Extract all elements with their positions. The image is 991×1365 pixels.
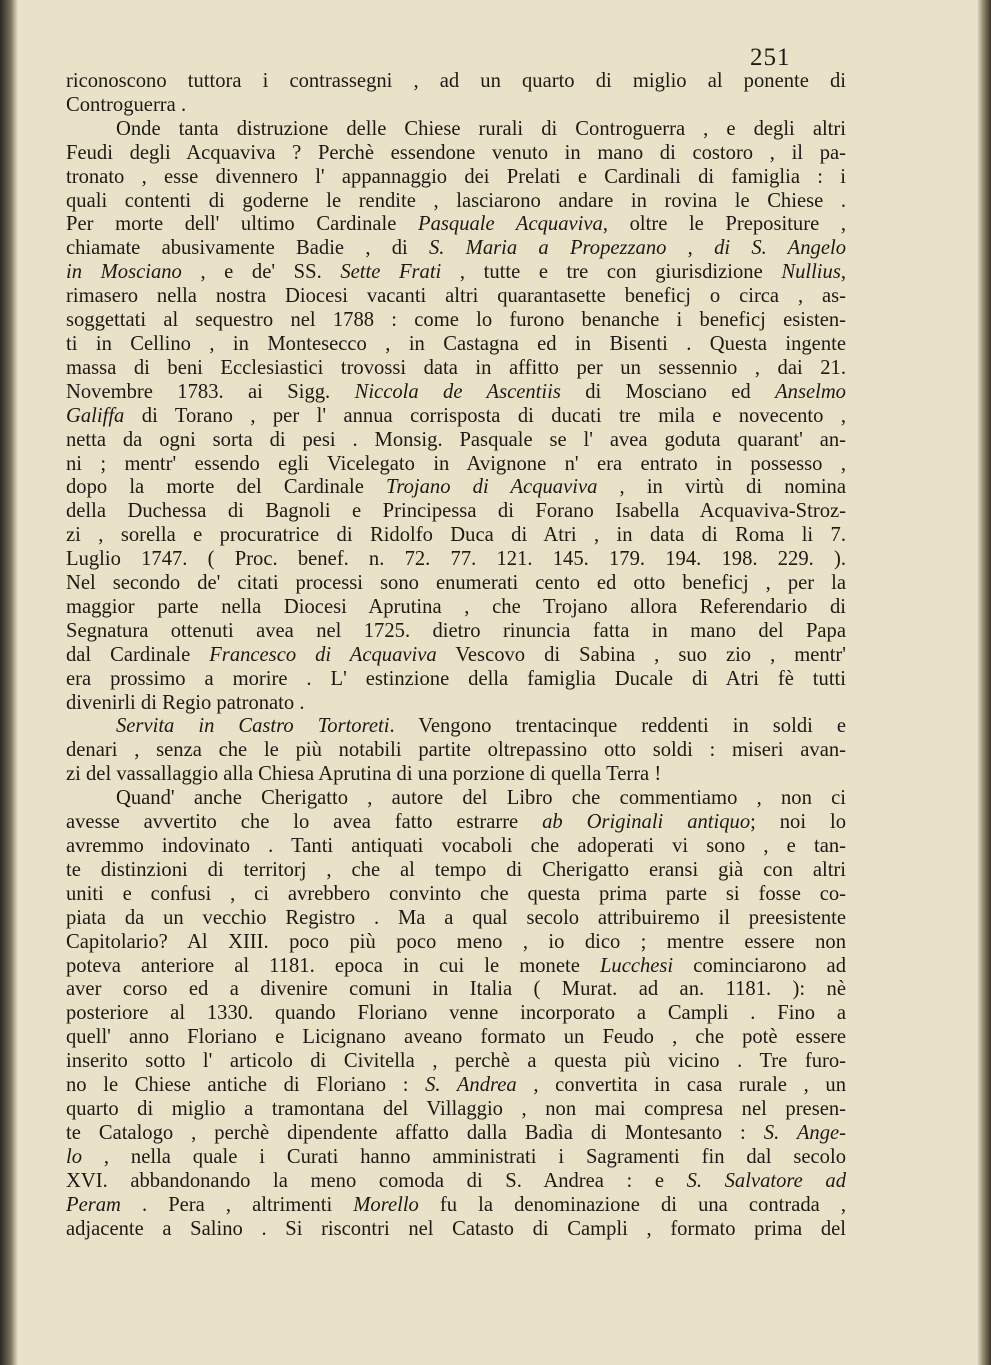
text-line: [66, 333, 846, 357]
text-span: tronato , esse divennero l' appannaggio dei Prelati e Cardinali di famiglia : i: [66, 165, 846, 188]
text-span: di Mosciano ed: [560, 380, 776, 403]
italic-text: Peram: [66, 1193, 121, 1216]
text-span: uniti e confusi , ci avrebbero convinto che questa prima parte si fosse co-: [66, 882, 846, 905]
text-line: [66, 524, 846, 548]
italic-text: Pasquale Acquaviva: [418, 213, 603, 236]
text-span: ,: [840, 261, 846, 284]
text-line: [66, 309, 846, 333]
text-span: ni ; mentr' essendo egli Vicelegato in Avignone n' era entrato in possesso ,: [66, 452, 846, 475]
text-span: riconoscono tuttora i contrassegni , ad un quarto di miglio al ponente di: [66, 70, 846, 92]
text-line: [66, 476, 846, 500]
italic-text: Niccola de Ascentiis: [354, 380, 561, 403]
text-line: [66, 572, 846, 596]
italic-text: in Mosciano: [66, 261, 182, 284]
right-edge-shadow: [977, 0, 991, 1365]
italic-text: Francesco di Acquaviva: [209, 643, 437, 666]
text-line: [66, 787, 846, 811]
text-line: [66, 692, 846, 716]
text-line: [66, 907, 846, 931]
text-span: te distinzioni di territorj , che al tempo di Cherigatto eransi già con altri: [66, 858, 846, 881]
text-span: quell' anno Floriano e Licignano aveano formato un Feudo , che potè essere: [66, 1026, 846, 1049]
page-text: [66, 70, 846, 1241]
italic-text: S. Ange-: [763, 1121, 846, 1144]
text-line: [66, 213, 846, 237]
text-span: Per morte dell' ultimo Cardinale: [66, 213, 419, 236]
text-line: [66, 453, 846, 477]
italic-text: Lucchesi: [599, 954, 674, 977]
text-span: . Vengono trentacinque reddenti in soldi e: [389, 715, 846, 738]
text-span: avremmo indovinato . Tanti antiquati vocaboli che adoperati vi sono , e tan-: [66, 835, 846, 857]
text-line: [66, 166, 846, 190]
text-line: [66, 835, 846, 859]
text-span: , in virtù di nomina: [597, 476, 846, 499]
text-span: quali contenti di goderne le rendite , lasciarono andare in rovina le Chiese .: [66, 189, 846, 212]
text-line: [66, 381, 846, 405]
text-line: [66, 811, 846, 835]
text-span: rimasero nella nostra Diocesi vacanti altri quarantasette beneficj o circa , as-: [66, 285, 846, 308]
text-line: [66, 94, 846, 118]
text-line: [66, 1122, 846, 1146]
italic-text: Anselmo: [775, 380, 846, 403]
text-line: [66, 261, 846, 285]
text-line: [66, 715, 846, 739]
text-span: massa di beni Ecclesiastici trovossi data in affitto per un sessennio , dai 21.: [66, 356, 846, 379]
text-line: [66, 429, 846, 453]
text-line: [66, 1146, 846, 1170]
text-span: Nel secondo de' citati processi sono enumerati cento ed otto beneficj , per la: [66, 572, 846, 595]
italic-text: S. Maria a Propezzano: [428, 237, 667, 260]
text-span: . Pera , altrimenti: [120, 1193, 354, 1216]
italic-text: Trojano di Acquaviva: [386, 476, 598, 499]
text-span: ti in Cellino , in Montesecco , in Castagna ed in Bisenti . Questa ingente: [66, 332, 846, 355]
text-line: [66, 1074, 846, 1098]
text-line: [66, 1170, 846, 1194]
text-span: Capitolario? Al XIII. poco più poco meno , io dico ; mentre essere non: [66, 930, 846, 953]
text-line: [66, 644, 846, 668]
text-span: soggettati al sequestro nel 1788 : come lo furono benanche i beneficj esisten-: [66, 309, 846, 332]
text-span: zi del vassallaggio alla Chiesa Aprutina di una porzione di quella Terra !: [66, 763, 662, 786]
text-line: [66, 763, 846, 787]
text-line: [66, 955, 846, 979]
italic-text: S. Salvatore ad: [686, 1169, 846, 1192]
text-span: poteva anteriore al 1181. epoca in cui le monete: [66, 954, 600, 977]
text-span: Luglio 1747. ( Proc. benef. n. 72. 77. 121. 145. 179. 194. 198. 229. ).: [66, 548, 846, 571]
text-span: chiamate abusivamente Badie , di: [66, 237, 429, 260]
text-span: avesse avvertito che lo avea fatto estrarre: [66, 811, 543, 834]
text-line: [66, 548, 846, 572]
italic-text: ab Originali antiquo: [542, 811, 751, 834]
text-span: di Torano , per l' annua corrisposta di ducati tre mila e novecento ,: [124, 404, 846, 427]
text-span: ,: [666, 237, 715, 260]
text-line: [66, 500, 846, 524]
text-span: , convertita in casa rurale , un: [516, 1074, 847, 1097]
text-span: dopo la morte del Cardinale: [66, 476, 387, 499]
text-span: era prossimo a morire . L' estinzione della famiglia Ducale di Atri fè tutti: [66, 667, 846, 690]
text-span: netta da ogni sorta di pesi . Monsig. Pasquale se l' avea goduta quarant' an-: [66, 428, 846, 451]
text-line: [66, 285, 846, 309]
text-line: [66, 1098, 846, 1122]
italic-text: Servita in Castro Tortoreti: [116, 715, 390, 738]
text-span: te Catalogo , perchè dipendente affatto dalla Badìa di Montesanto :: [66, 1121, 764, 1144]
text-line: [66, 357, 846, 381]
text-span: Feudi degli Acquaviva ? Perchè essendone venuto in mano di costoro , il pa-: [66, 141, 846, 164]
text-span: ; noi lo: [750, 811, 847, 834]
text-span: aver corso ed a divenire comuni in Italia ( Murat. ad an. 1181. ): nè: [66, 978, 846, 1001]
italic-text: Morello: [353, 1193, 419, 1216]
text-span: , e de' SS.: [181, 261, 341, 284]
text-span: della Duchessa di Bagnoli e Principessa di Forano Isabella Acquaviva-Stroz-: [66, 500, 846, 523]
text-line: [66, 118, 846, 142]
text-span: Segnatura ottenuti avea nel 1725. dietro rinuncia fatta in mano del Papa: [66, 619, 846, 642]
text-line: [66, 1026, 846, 1050]
text-span: Controguerra .: [66, 93, 187, 116]
text-line: [66, 237, 846, 261]
text-line: [66, 739, 846, 763]
text-span: quarto di miglio a tramontana del Villaggio , non mai compresa nel presen-: [66, 1097, 846, 1120]
text-span: , nella quale i Curati hanno amministrati i Sagramenti fin dal secolo: [82, 1145, 846, 1168]
text-line: [66, 668, 846, 692]
text-span: Novembre 1783. ai Sigg.: [66, 380, 355, 403]
left-binding-shadow: [0, 0, 18, 1365]
text-span: no le Chiese antiche di Floriano :: [66, 1074, 426, 1097]
italic-text: di S. Angelo: [714, 237, 846, 260]
italic-text: Sette Frati: [340, 261, 442, 284]
text-span: adjacente a Salino . Si riscontri nel Catasto di Campli , formato prima del: [66, 1217, 846, 1240]
text-span: Vescovo di Sabina , suo zio , mentr': [436, 643, 846, 666]
text-span: inserito sotto l' articolo di Civitella , perchè a questa più vicino . Tre furo-: [66, 1050, 846, 1073]
italic-text: lo: [66, 1145, 83, 1168]
text-span: divenirli di Regio patronato .: [66, 691, 305, 714]
text-span: XVI. abbandonando la meno comoda di S. Andrea : e: [66, 1169, 687, 1192]
text-line: [66, 1002, 846, 1026]
text-line: [66, 859, 846, 883]
text-line: [66, 70, 846, 94]
text-span: , tutte e tre con giurisdizione: [441, 261, 782, 284]
text-line: [66, 596, 846, 620]
text-span: maggior parte nella Diocesi Aprutina , che Trojano allora Referendario di: [66, 595, 846, 618]
italic-text: Galiffa: [66, 404, 125, 427]
text-line: [66, 931, 846, 955]
text-span: Onde tanta distruzione delle Chiese rurali di Controguerra , e degli altri: [116, 117, 846, 140]
text-line: [66, 883, 846, 907]
text-line: [66, 978, 846, 1002]
page-number: 251: [750, 44, 791, 71]
text-span: posteriore al 1330. quando Floriano venne incorporato a Campli . Fino a: [66, 1002, 846, 1025]
text-span: fu la denominazione di una contrada ,: [418, 1193, 846, 1216]
text-line: [66, 1194, 846, 1218]
italic-text: S. Andrea: [425, 1074, 517, 1097]
text-line: [66, 190, 846, 214]
text-line: [66, 142, 846, 166]
text-span: Quand' anche Cherigatto , autore del Libro che commentiamo , non ci: [116, 787, 846, 810]
text-span: , oltre le Prepositure ,: [602, 213, 846, 236]
italic-text: Nullius: [781, 261, 841, 284]
text-line: [66, 620, 846, 644]
text-span: denari , senza che le più notabili partite oltrepassino otto soldi : miseri avan-: [66, 739, 846, 762]
text-line: [66, 405, 846, 429]
text-span: cominciarono ad: [673, 954, 846, 977]
text-span: dal Cardinale: [66, 643, 210, 666]
text-span: piata da un vecchio Registro . Ma a qual secolo attribuiremo il preesistente: [66, 906, 846, 929]
text-line: [66, 1050, 846, 1074]
text-line: [66, 1218, 846, 1242]
text-span: zi , sorella e procuratrice di Ridolfo Duca di Atri , in data di Roma li 7.: [66, 524, 846, 547]
